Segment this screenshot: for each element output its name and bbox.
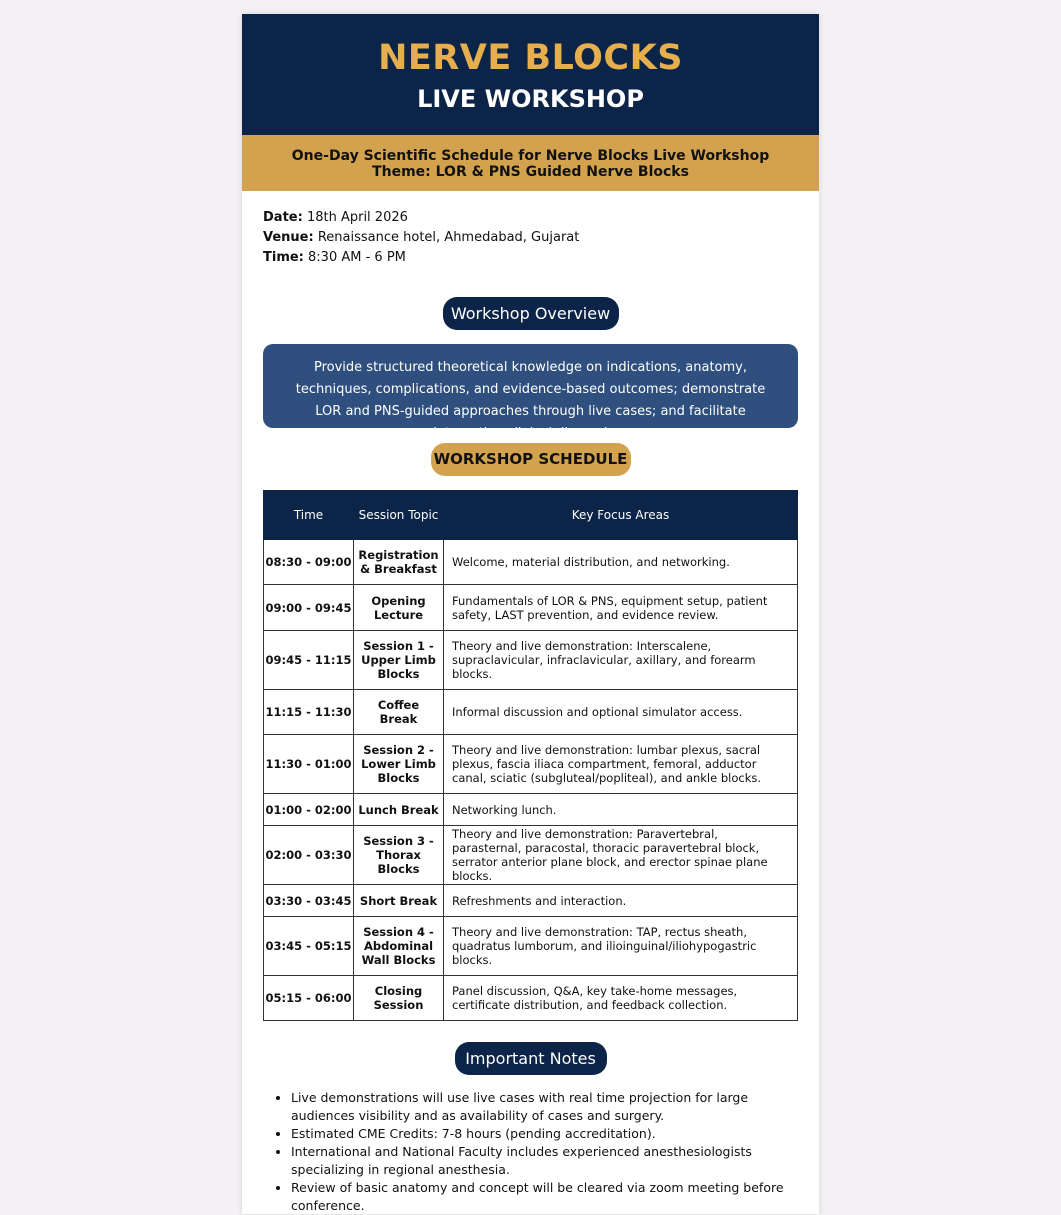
column-header-time: Time bbox=[264, 491, 354, 540]
row-focus: Welcome, material distribution, and networking. bbox=[444, 540, 798, 585]
row-topic: Short Break bbox=[354, 885, 444, 917]
table-row bbox=[264, 917, 798, 976]
header-banner bbox=[242, 14, 819, 135]
row-time: 01:00 - 02:00 bbox=[264, 794, 354, 826]
table-row bbox=[264, 826, 798, 885]
schedule-heading: WORKSHOP SCHEDULE bbox=[431, 443, 631, 476]
brochure-page bbox=[242, 14, 819, 1214]
row-time: 05:15 - 06:00 bbox=[264, 976, 354, 1021]
time-value: 8:30 AM - 6 PM bbox=[308, 250, 406, 265]
row-focus: Refreshments and interaction. bbox=[444, 885, 798, 917]
schedule-description: One-Day Scientific Schedule for Nerve Blocks Live Workshop bbox=[291, 148, 770, 164]
row-time: 09:45 - 11:15 bbox=[264, 631, 354, 690]
row-focus: Theory and live demonstration: TAP, rectus sheath, quadratus lumborum, and ilioinguinal/iliohypogastric blocks. bbox=[444, 917, 798, 976]
row-topic: Lunch Break bbox=[354, 794, 444, 826]
row-time: 03:45 - 05:15 bbox=[264, 917, 354, 976]
row-topic: Session 3 - Thorax Blocks bbox=[354, 826, 444, 885]
theme-band bbox=[242, 135, 819, 191]
row-focus: Theory and live demonstration: Paravertebral, parasternal, paracostal, thoracic paravertebral block, serrator anterior plane block, and erector spinae plane blocks. bbox=[444, 826, 798, 885]
notes-list bbox=[263, 1089, 798, 1215]
table-header-row bbox=[264, 491, 798, 540]
overview-heading: Workshop Overview bbox=[443, 297, 619, 330]
overview-text: Provide structured theoretical knowledge on indications, anatomy, techniques, complications, and evidence-based outcomes; demonstrate LOR and PNS-guided approaches through live cases; and facilitate interactive clinical discussion. bbox=[263, 344, 798, 428]
row-topic: Registration & Breakfast bbox=[354, 540, 444, 585]
table-row bbox=[264, 735, 798, 794]
row-topic: Session 1 - Upper Limb Blocks bbox=[354, 631, 444, 690]
column-header-topic: Session Topic bbox=[354, 491, 444, 540]
row-topic: Opening Lecture bbox=[354, 585, 444, 631]
row-topic: Session 2 - Lower Limb Blocks bbox=[354, 735, 444, 794]
time-row bbox=[263, 248, 798, 268]
row-topic: Coffee Break bbox=[354, 690, 444, 735]
table-row bbox=[264, 885, 798, 917]
table-row bbox=[264, 690, 798, 735]
notes-heading: Important Notes bbox=[455, 1042, 607, 1075]
date-value: 18th April 2026 bbox=[306, 210, 408, 225]
row-time: 03:30 - 03:45 bbox=[264, 885, 354, 917]
row-focus: Informal discussion and optional simulator access. bbox=[444, 690, 798, 735]
table-row bbox=[264, 794, 798, 826]
list-item: • Review of basic anatomy and concept will be cleared via zoom meeting before conference. bbox=[291, 1179, 798, 1215]
row-focus: Theory and live demonstration: lumbar plexus, sacral plexus, fascia iliaca compartment, femoral, adductor canal, sciatic (subgluteal/popliteal), and ankle blocks. bbox=[444, 735, 798, 794]
table-row bbox=[264, 585, 798, 631]
time-label: Time: bbox=[263, 250, 304, 265]
row-topic: Session 4 - Abdominal Wall Blocks bbox=[354, 917, 444, 976]
row-focus: Fundamentals of LOR & PNS, equipment setup, patient safety, LAST prevention, and evidence review. bbox=[444, 585, 798, 631]
row-time: 09:00 - 09:45 bbox=[264, 585, 354, 631]
row-time: 11:15 - 11:30 bbox=[264, 690, 354, 735]
list-item: • International and National Faculty includes experienced anesthesiologists specializing in regional anesthesia. bbox=[291, 1143, 798, 1179]
event-info bbox=[242, 191, 819, 268]
row-time: 11:30 - 01:00 bbox=[264, 735, 354, 794]
row-focus: Networking lunch. bbox=[444, 794, 798, 826]
row-topic: Closing Session bbox=[354, 976, 444, 1021]
row-focus: Theory and live demonstration: Interscalene, supraclavicular, infraclavicular, axillary, and forearm blocks. bbox=[444, 631, 798, 690]
table-row bbox=[264, 631, 798, 690]
row-time: 08:30 - 09:00 bbox=[264, 540, 354, 585]
page-subtitle: LIVE WORKSHOP bbox=[417, 85, 644, 113]
column-header-focus: Key Focus Areas bbox=[444, 491, 798, 540]
row-focus: Panel discussion, Q&A, key take-home messages, certificate distribution, and feedback collection. bbox=[444, 976, 798, 1021]
list-item: • Live demonstrations will use live cases with real time projection for large audiences visibility and as availability of cases and surgery. bbox=[291, 1089, 798, 1125]
schedule-table bbox=[263, 490, 798, 1021]
list-item: • Estimated CME Credits: 7-8 hours (pending accreditation). bbox=[291, 1125, 798, 1143]
date-label: Date: bbox=[263, 210, 303, 225]
table-row bbox=[264, 540, 798, 585]
row-time: 02:00 - 03:30 bbox=[264, 826, 354, 885]
date-row bbox=[263, 208, 798, 228]
venue-row bbox=[263, 228, 798, 248]
page-title: NERVE BLOCKS bbox=[378, 38, 683, 78]
table-row bbox=[264, 976, 798, 1021]
theme-line: Theme: LOR & PNS Guided Nerve Blocks bbox=[372, 164, 689, 180]
venue-label: Venue: bbox=[263, 230, 314, 245]
venue-value: Renaissance hotel, Ahmedabad, Gujarat bbox=[317, 230, 580, 245]
